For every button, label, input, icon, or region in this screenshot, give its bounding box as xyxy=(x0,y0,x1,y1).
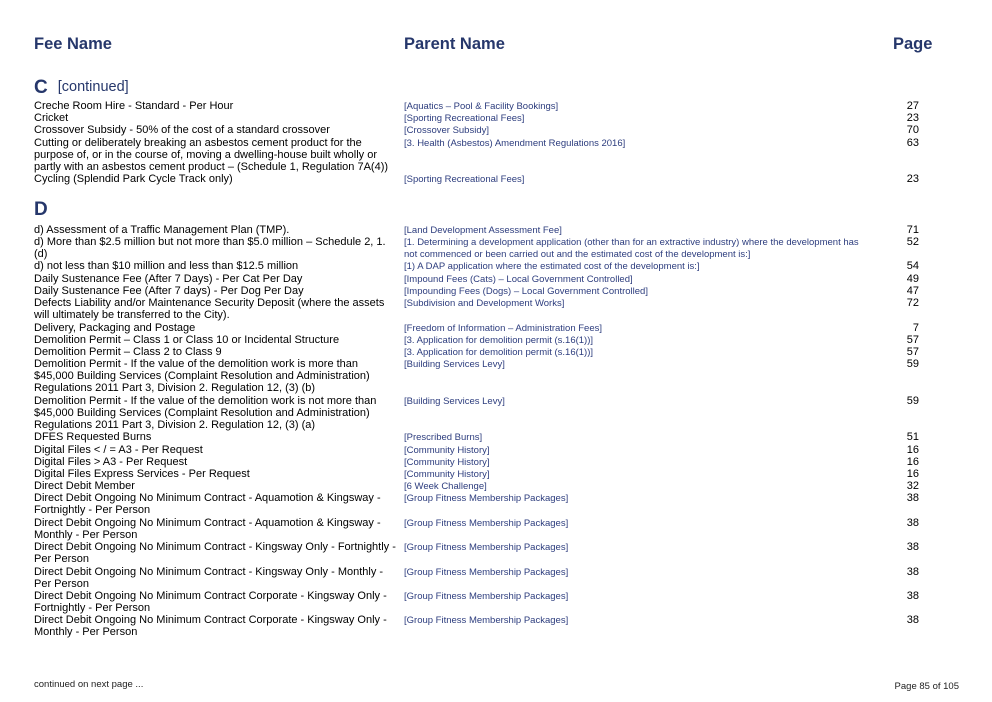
page-number: 23 xyxy=(906,173,919,185)
fee-name: Demolition Permit – Class 2 to Class 9 xyxy=(34,346,222,358)
fee-name: Cycling (Splendid Park Cycle Track only) xyxy=(34,173,233,185)
fee-name: d) Assessment of a Traffic Management Plan (TMP). xyxy=(34,224,290,236)
section-letter: C xyxy=(34,77,48,98)
page-number: 63 xyxy=(906,137,919,149)
parent-name: [Community History] xyxy=(404,457,490,468)
page-number: 38 xyxy=(906,541,919,553)
page-number: 57 xyxy=(906,346,919,358)
page-number: 38 xyxy=(906,566,919,578)
page-indicator: Page 85 of 105 xyxy=(894,681,959,692)
parent-name: [3. Health (Asbestos) Amendment Regulations 2016] xyxy=(404,138,626,149)
fee-name: Cricket xyxy=(34,112,69,124)
fee-name-header: Fee Name xyxy=(34,35,112,53)
page-number: 49 xyxy=(906,273,919,285)
fee-name: Crossover Subsidy - 50% of the cost of a standard crossover xyxy=(34,124,330,136)
page-number: 38 xyxy=(906,492,919,504)
page-number: 38 xyxy=(906,517,919,529)
parent-name: [3. Application for demolition permit (s.16(1))] xyxy=(404,347,594,358)
fee-name: Digital Files < / = A3 - Per Request xyxy=(34,444,203,456)
fee-name: Direct Debit Ongoing No Minimum Contract - Kingsway Only - Monthly - Per Person xyxy=(34,566,384,591)
parent-name: [Crossover Subsidy] xyxy=(404,125,490,136)
fee-name: Direct Debit Member xyxy=(34,480,135,492)
page-number: 16 xyxy=(906,444,919,456)
page-number: 59 xyxy=(906,395,919,407)
parent-name: [Group Fitness Membership Packages] xyxy=(404,567,569,578)
parent-name: [Building Services Levy] xyxy=(404,396,505,407)
fee-name: Digital Files Express Services - Per Request xyxy=(34,468,250,480)
parent-name: [Land Development Assessment Fee] xyxy=(404,225,562,236)
page-number: 38 xyxy=(906,614,919,626)
fee-name: d) not less than $10 million and less than $12.5 million xyxy=(34,260,299,272)
fee-name: Demolition Permit – Class 1 or Class 10 or Incidental Structure xyxy=(34,334,340,346)
fee-name: Delivery, Packaging and Postage xyxy=(34,322,196,334)
fee-name: Creche Room Hire - Standard - Per Hour xyxy=(34,100,234,112)
parent-name: [Freedom of Information – Administration Fees] xyxy=(404,323,603,334)
fee-name: d) More than $2.5 million but not more than $5.0 million – Schedule 2, 1.(d) xyxy=(34,236,386,261)
page-number: 7 xyxy=(912,322,919,334)
fee-name: Demolition Permit - If the value of the demolition work is more than $45,000 Building Services (Complaint Resolution and Administration) Regulations 2011 Part 3, Division 2. Regulation 12, (3) (b) xyxy=(34,358,370,395)
parent-name: [Subdivision and Development Works] xyxy=(404,298,565,309)
parent-name: [Prescribed Burns] xyxy=(404,432,483,443)
parent-name: [Community History] xyxy=(404,445,490,456)
parent-name: [Sporting Recreational Fees] xyxy=(404,174,525,185)
page-number: 57 xyxy=(906,334,919,346)
parent-name: [Aquatics – Pool & Facility Bookings] xyxy=(404,101,559,112)
page-number: 23 xyxy=(906,112,919,124)
fee-name: Direct Debit Ongoing No Minimum Contract Corporate - Kingsway Only - Fortnightly - Per Person xyxy=(34,590,387,615)
continued-note: continued on next page ... xyxy=(34,679,144,690)
fee-name: Direct Debit Ongoing No Minimum Contract Corporate - Kingsway Only - Monthly - Per Person xyxy=(34,614,387,639)
parent-name: [Group Fitness Membership Packages] xyxy=(404,518,569,529)
fee-name: Defects Liability and/or Maintenance Security Deposit (where the assets will ultimately be transferred to the City). xyxy=(34,297,385,322)
page-number: 38 xyxy=(906,590,919,602)
page-number: 16 xyxy=(906,456,919,468)
parent-name-header: Parent Name xyxy=(404,35,505,53)
page-number: 32 xyxy=(906,480,919,492)
parent-name: [Group Fitness Membership Packages] xyxy=(404,542,569,553)
section-continued-label: [continued] xyxy=(57,79,129,95)
page-number: 54 xyxy=(906,260,919,272)
page-number: 59 xyxy=(906,358,919,370)
page-number: 51 xyxy=(906,431,919,443)
fee-name: Digital Files > A3 - Per Request xyxy=(34,456,188,468)
parent-name: [Group Fitness Membership Packages] xyxy=(404,591,569,602)
page-number: 71 xyxy=(906,224,919,236)
fee-name: Direct Debit Ongoing No Minimum Contract - Aquamotion & Kingsway - Fortnightly - Per Person xyxy=(34,492,381,517)
fee-name: Direct Debit Ongoing No Minimum Contract - Aquamotion & Kingsway - Monthly - Per Person xyxy=(34,517,381,542)
fee-name: DFES Requested Burns xyxy=(34,431,152,443)
parent-name: [Group Fitness Membership Packages] xyxy=(404,615,569,626)
page-number: 70 xyxy=(906,124,919,136)
page-header: Page xyxy=(893,35,933,53)
fee-name: Demolition Permit - If the value of the demolition work is not more than $45,000 Building Services (Complaint Resolution and Administration) Regulations 2011 Part 3, Division 2. Regulation 12, (3) (a) xyxy=(34,395,377,432)
parent-name: [Sporting Recreational Fees] xyxy=(404,113,525,124)
parent-name: [Impounding Fees (Dogs) – Local Government Controlled] xyxy=(404,286,648,297)
parent-name: [Impound Fees (Cats) – Local Government Controlled] xyxy=(404,274,633,285)
section-c-heading xyxy=(34,77,129,99)
parent-name: [3. Application for demolition permit (s.16(1))] xyxy=(404,335,594,346)
page-number: 47 xyxy=(906,285,919,297)
parent-name: [1) A DAP application where the estimated cost of the development is:] xyxy=(404,261,700,272)
page-number: 72 xyxy=(906,297,919,309)
fee-name: Daily Sustenance Fee (After 7 Days) - Per Cat Per Day xyxy=(34,273,303,285)
page-number: 16 xyxy=(906,468,919,480)
parent-name: [Group Fitness Membership Packages] xyxy=(404,493,569,504)
parent-name: [Community History] xyxy=(404,469,490,480)
parent-name: [Building Services Levy] xyxy=(404,359,505,370)
section-d-heading xyxy=(34,199,48,221)
section-letter: D xyxy=(34,199,48,220)
page-number: 52 xyxy=(906,236,919,248)
fee-name: Daily Sustenance Fee (After 7 days) - Per Dog Per Day xyxy=(34,285,304,297)
page-number: 27 xyxy=(906,100,919,112)
parent-name: [1. Determining a development application (other than for an extractive industry) where the development has not commenced or been carried out and the estimated cost of the development is:] xyxy=(404,237,859,261)
fee-name: Direct Debit Ongoing No Minimum Contract - Kingsway Only - Fortnightly - Per Person xyxy=(34,541,396,566)
fee-name: Cutting or deliberately breaking an asbestos cement product for the purpose of, or in the course of, moving a dwelling-house built wholly or partly with an asbestos cement product – (Schedule 1, Regulation 7A(4)) xyxy=(34,137,389,174)
parent-name: [6 Week Challenge] xyxy=(404,481,487,492)
